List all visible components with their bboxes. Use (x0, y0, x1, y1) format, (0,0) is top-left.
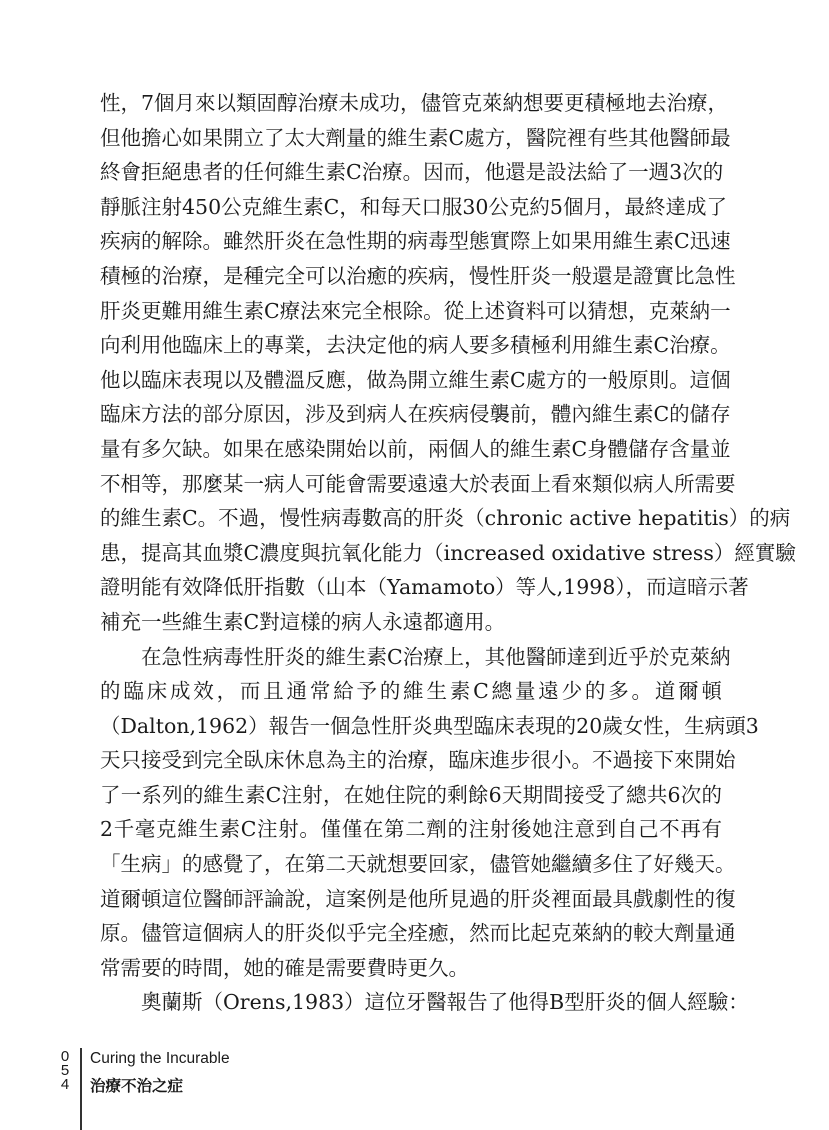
text-line: 在急性病毒性肝炎的維生素C治療上，其他醫師達到近乎於克萊納 (141, 644, 731, 669)
text-line: 的臨床成效，而且通常給予的維生素C總量遠少的多。道爾頓 (100, 679, 722, 704)
footer-divider (80, 1048, 82, 1130)
text-line: 疾病的解除。雖然肝炎在急性期的病毒型態實際上如果用維生素C迅速 (100, 229, 731, 254)
text-line: 靜脈注射450公克維生素C，和每天口服30公克約5個月，最終達成了 (100, 194, 727, 219)
book-title-english: Curing the Incurable (90, 1050, 230, 1067)
text-line: 積極的治療，是種完全可以治癒的疾病，慢性肝炎一般還是證實比急性 (100, 263, 736, 288)
text-line: 肝炎更難用維生素C療法來完全根除。從上述資料可以猜想，克萊納一 (100, 298, 731, 323)
text-line: 他以臨床表現以及體溫反應，做為開立維生素C處方的一般原則。這個 (100, 367, 731, 392)
text-line: 奧蘭斯（Orens,1983）這位牙醫報告了他得B型肝炎的個人經驗： (141, 990, 749, 1015)
text-line: 臨床方法的部分原因，涉及到病人在疾病侵襲前，體內維生素C的儲存 (100, 402, 731, 427)
text-line: 性，7個月來以類固醇治療未成功，儘管克萊納想要更積極地去治療， (100, 91, 729, 115)
text-line: 不相等，那麼某一病人可能會需要遠遠大於表面上看來類似病人所需要 (100, 471, 736, 496)
text-line: 天只接受到完全臥床休息為主的治療，臨床進步很小。不過接下來開始 (100, 748, 736, 773)
text-line: 但他擔心如果開立了太大劑量的維生素C處方，醫院裡有些其他醫師最 (100, 125, 731, 150)
page-number-digit: 0 (60, 1048, 70, 1065)
page-number-digit: 5 (60, 1062, 70, 1079)
text-line: 了一系列的維生素C注射，在她住院的剩餘6天期間接受了總共6次的 (100, 782, 722, 807)
text-line: 「生病」的感覺了，在第二天就想要回家，儘管她繼續多住了好幾天。 (100, 852, 736, 877)
text-line: 補充一些維生素C對這樣的病人永遠都適用。 (100, 609, 506, 634)
text-line: 2千毫克維生素C注射。僅僅在第二劑的注射後她注意到自己不再有 (100, 817, 722, 842)
text-line: （Dalton,1962）報告一個急性肝炎典型臨床表現的20歲女性，生病頭3 (100, 713, 759, 738)
text-line: 量有多欠缺。如果在感染開始以前，兩個人的維生素C身體儲存含量並 (100, 436, 731, 461)
page-footer (58, 1048, 458, 1130)
text-line: 向利用他臨床上的專業，去決定他的病人要多積極利用維生素C治療。 (100, 333, 731, 358)
page-number-digit: 4 (60, 1076, 70, 1093)
text-line: 證明能有效降低肝指數（山本（Yamamoto）等人,1998），而這暗示著 (100, 575, 749, 600)
text-line: 常需要的時間，她的確是需要費時更久。 (100, 955, 469, 980)
body-text (100, 86, 796, 1020)
text-line: 的維生素C。不過，慢性病毒數高的肝炎（chronic active hepatitis）的病 (100, 506, 791, 531)
text-line: 患，提高其血漿C濃度與抗氧化能力（increased oxidative stress）經實驗 (100, 540, 796, 565)
book-title-chinese: 治療不治之症 (90, 1077, 184, 1095)
page-number (58, 1050, 72, 1092)
text-line: 道爾頓這位醫師評論說，這案例是他所見過的肝炎裡面最具戲劇性的復 (100, 886, 736, 911)
text-line: 終會拒絕患者的任何維生素C治療。因而，他還是設法給了一週3次的 (100, 160, 724, 185)
text-line: 原。儘管這個病人的肝炎似乎完全痊癒，然而比起克萊納的較大劑量通 (100, 921, 736, 946)
